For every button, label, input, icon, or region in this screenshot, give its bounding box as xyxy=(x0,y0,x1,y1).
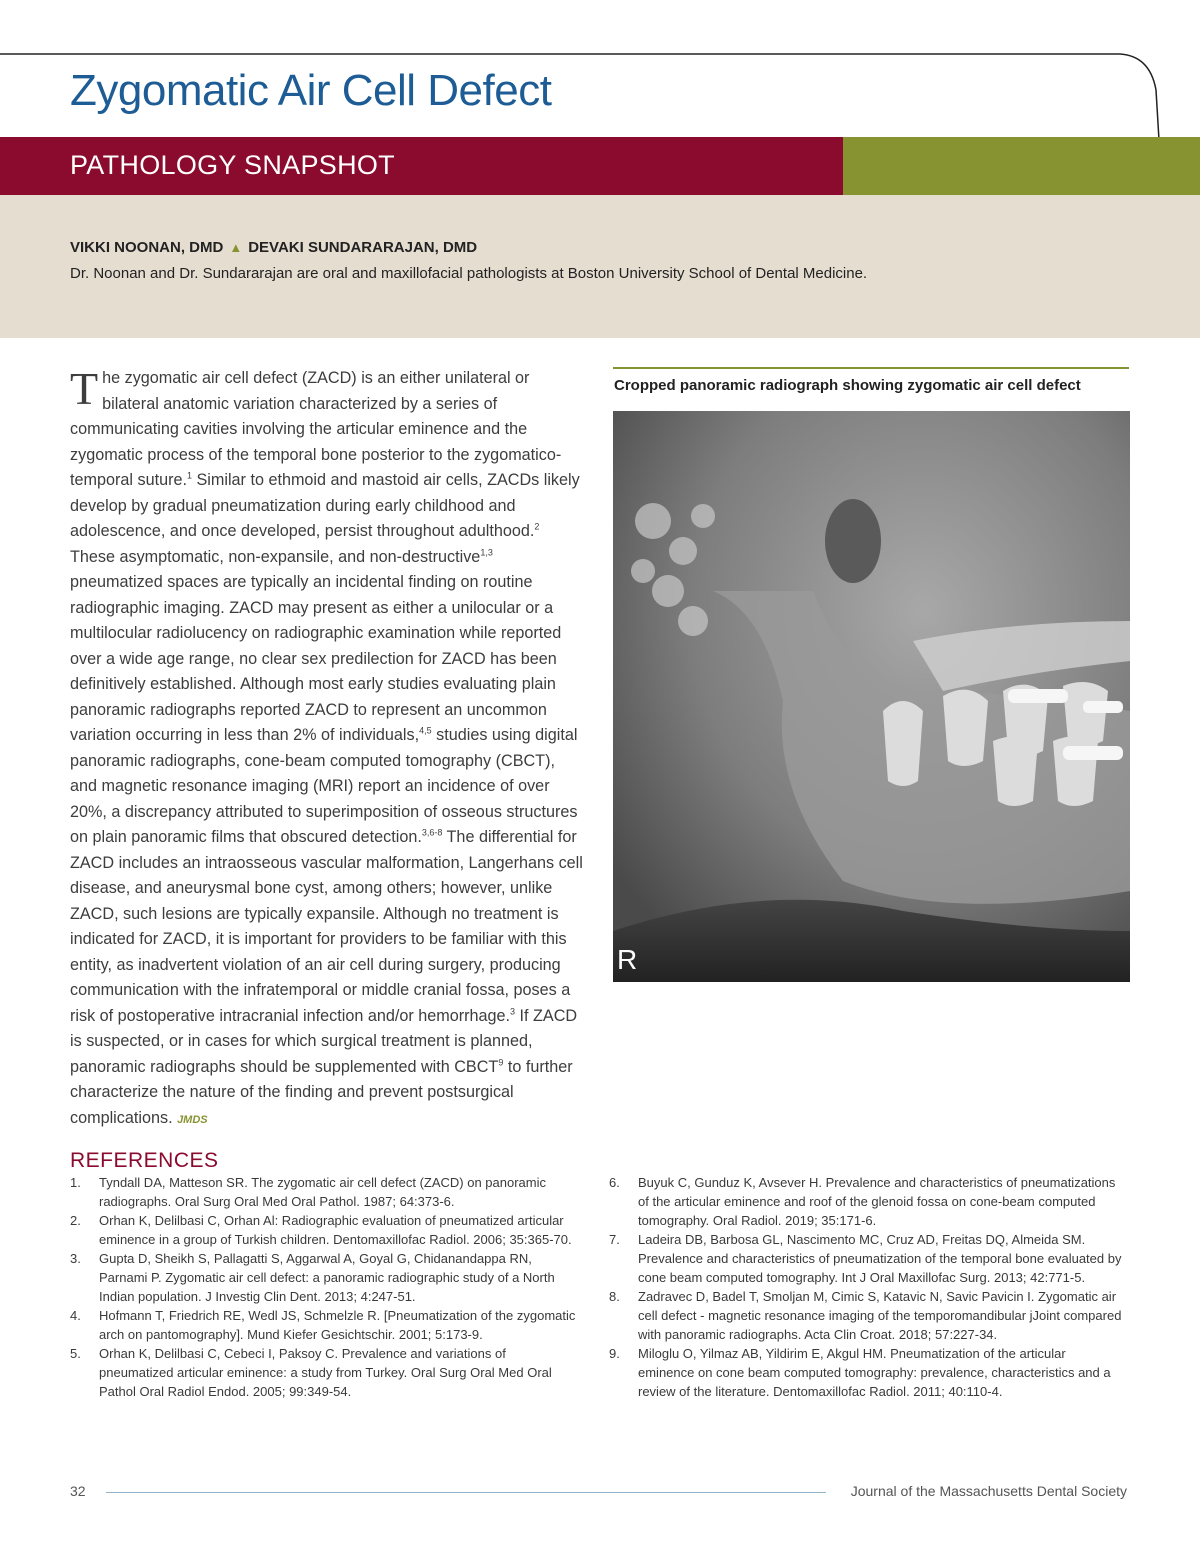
body-segment: pneumatized spaces are typically an incidental finding on routine radiographic imaging. ZACD may present as either a unilocular or a multilocular radiolucency on radiographic examination while reported over a wide age range, no clear sex predilection for ZACD has been definitively established. Although most early studies evaluating plain panoramic radiographs reported ZACD to represent an uncommon variation occurring in less than 2% of individuals, xyxy=(70,573,562,744)
reference-text: Hofmann T, Friedrich RE, Wedl JS, Schmelzle R. [Pneumatization of the zygomatic arch on pantomography]. Mund Kiefer Gesichtschir. 2001; 5:173-9. xyxy=(99,1308,576,1342)
reference-number: 5. xyxy=(70,1346,81,1361)
reference-text: Miloglu O, Yilmaz AB, Yildirim E, Akgul HM. Pneumatization of the articular eminence on cone beam computed tomography: prevalence, characteristics and a review of the literature. Dentomaxillofac Radiol. 2011; 40:110-4. xyxy=(638,1346,1111,1399)
body-segment: he zygomatic air cell defect (ZACD) is an either unilateral or bilateral anatomic variation characterized by a series of communicating cavities involving the articular eminence and the zygomatic process of the temporal bone posterior to the zygomatico-temporal suture. xyxy=(70,369,562,489)
jmds-end-mark: JMDS xyxy=(177,1113,208,1126)
section-label: PATHOLOGY SNAPSHOT xyxy=(70,150,395,180)
article-title: Zygomatic Air Cell Defect xyxy=(70,66,552,115)
author-name-1: VIKKI NOONAN, DMD xyxy=(70,239,224,256)
reference-item xyxy=(609,1230,1124,1287)
radiograph-illustration xyxy=(613,411,1130,982)
reference-number: 2. xyxy=(70,1213,81,1228)
reference-item xyxy=(609,1173,1124,1230)
reference-item xyxy=(70,1211,580,1249)
reference-number: 1. xyxy=(70,1175,81,1190)
reference-text: Orhan K, Delilbasi C, Orhan Al: Radiographic evaluation of pneumatized articular eminence in a group of Turkish children. Dentomaxillofac Radiol. 2006; 35:365-70. xyxy=(99,1213,572,1247)
section-banner xyxy=(0,137,1200,195)
reference-text: Orhan K, Delilbasi C, Cebeci I, Paksoy C. Prevalence and variations of pneumatized articular eminence: a study from Turkey. Oral Surg Oral Med Oral Pathol Oral Radiol Endod. 2005; 99:349-54. xyxy=(99,1346,552,1399)
footer-rule xyxy=(106,1492,826,1493)
references-heading: REFERENCES xyxy=(70,1149,219,1172)
body-segment: The differential for ZACD includes an intraosseous vascular malformation, Langerhans cell disease, and aneurysmal bone cyst, among others; however, unlike ZACD, such lesions are typically expansile. Although no treatment is indicated for ZACD, it is important for providers to be familiar with this entity, as inadvertent violation of an air cell during surgery, producing communication with the infratemporal or middle cranial fossa, poses a risk of postoperative intracranial infection and/or hemorrhage. xyxy=(70,828,583,1025)
reference-item xyxy=(70,1344,580,1401)
banner-green-band xyxy=(843,137,1200,195)
triangle-icon: ▲ xyxy=(229,240,243,255)
references-list-left xyxy=(70,1173,580,1401)
journal-name: Journal of the Massachusetts Dental Society xyxy=(850,1483,1127,1499)
body-segment: If ZACD is suspected, or in cases for which surgical treatment is planned, panoramic radiographs should be supplemented with CBCT xyxy=(70,1006,578,1076)
drop-cap: T xyxy=(70,363,99,414)
citation: 9 xyxy=(498,1057,504,1068)
reference-item xyxy=(70,1173,580,1211)
body-segment: to further characterize the nature of the finding and prevent postsurgical complications. xyxy=(70,1057,573,1127)
author-name-2: DEVAKI SUNDARARAJAN, DMD xyxy=(248,239,478,256)
reference-number: 4. xyxy=(70,1308,81,1323)
radiograph-side-label: R xyxy=(617,944,638,975)
reference-item xyxy=(609,1287,1124,1344)
citation: 3 xyxy=(510,1006,516,1017)
author-affiliation: Dr. Noonan and Dr. Sundararajan are oral and maxillofacial pathologists at Boston University School of Dental Medicine. xyxy=(70,265,868,282)
reference-number: 6. xyxy=(609,1175,620,1190)
citation: 4,5 xyxy=(419,725,432,736)
reference-number: 7. xyxy=(609,1232,620,1247)
figure-caption: Cropped panoramic radiograph showing zygomatic air cell defect xyxy=(614,377,1081,394)
author-line xyxy=(70,239,477,256)
citation: 1,3 xyxy=(480,547,493,558)
reference-text: Ladeira DB, Barbosa GL, Nascimento MC, Cruz AD, Freitas DQ, Almeida SM. Prevalence and characteristics of pneumatization of the temporal bone evaluated by cone beam computed tomography. Int J Oral Maxillofac Surg. 2013; 42:771-5. xyxy=(638,1232,1122,1285)
reference-number: 8. xyxy=(609,1289,620,1304)
page-number: 32 xyxy=(70,1483,86,1499)
reference-number: 9. xyxy=(609,1346,620,1361)
reference-item xyxy=(609,1344,1124,1401)
citation: 1 xyxy=(186,470,192,481)
citation: 2 xyxy=(534,521,540,532)
reference-text: Gupta D, Sheikh S, Pallagatti S, Aggarwal A, Goyal G, Chidanandappa RN, Parnami P. Zygomatic air cell defect: a panoramic radiographic study of a North Indian population. J Investig Clin Dent. 2013; 4:247-51. xyxy=(99,1251,555,1304)
reference-text: Buyuk C, Gunduz K, Avsever H. Prevalence and characteristics of pneumatizations of the articular eminence and roof of the glenoid fossa on cone-beam computed tomography. Oral Radiol. 2019; 35:171-6. xyxy=(638,1175,1116,1228)
reference-text: Tyndall DA, Matteson SR. The zygomatic air cell defect (ZACD) on panoramic radiographs. Oral Surg Oral Med Oral Pathol. 1987; 64:373-6. xyxy=(99,1175,546,1209)
citation: 3,6-8 xyxy=(421,827,443,838)
figure-rule xyxy=(613,367,1129,369)
body-segment: Similar to ethmoid and mastoid air cells, ZACDs likely develop by gradual pneumatization during early childhood and adolescence, and once developed, persist throughout adulthood. xyxy=(70,471,580,540)
body-segment: studies using digital panoramic radiographs, cone-beam computed tomography (CBCT), and magnetic resonance imaging (MRI) report an incidence of over 20%, a discrepancy attributed to superimposition of osseous structures on plain panoramic films that obscured detection. xyxy=(70,726,578,846)
panoramic-radiograph-image xyxy=(613,411,1130,982)
references-list-right xyxy=(609,1173,1124,1401)
reference-item xyxy=(70,1249,580,1306)
article-body xyxy=(70,363,586,1133)
author-box xyxy=(0,195,1200,338)
reference-text: Zadravec D, Badel T, Smoljan M, Cimic S, Katavic N, Savic Pavicin I. Zygomatic air cell defect - magnetic resonance imaging of the temporomandibular jJoint compared with panoramic radiographs. Acta Clin Croat. 2018; 57:227-34. xyxy=(638,1289,1122,1342)
reference-number: 3. xyxy=(70,1251,81,1266)
reference-item xyxy=(70,1306,580,1344)
body-segment: These asymptomatic, non-expansile, and non-destructive xyxy=(70,547,481,566)
